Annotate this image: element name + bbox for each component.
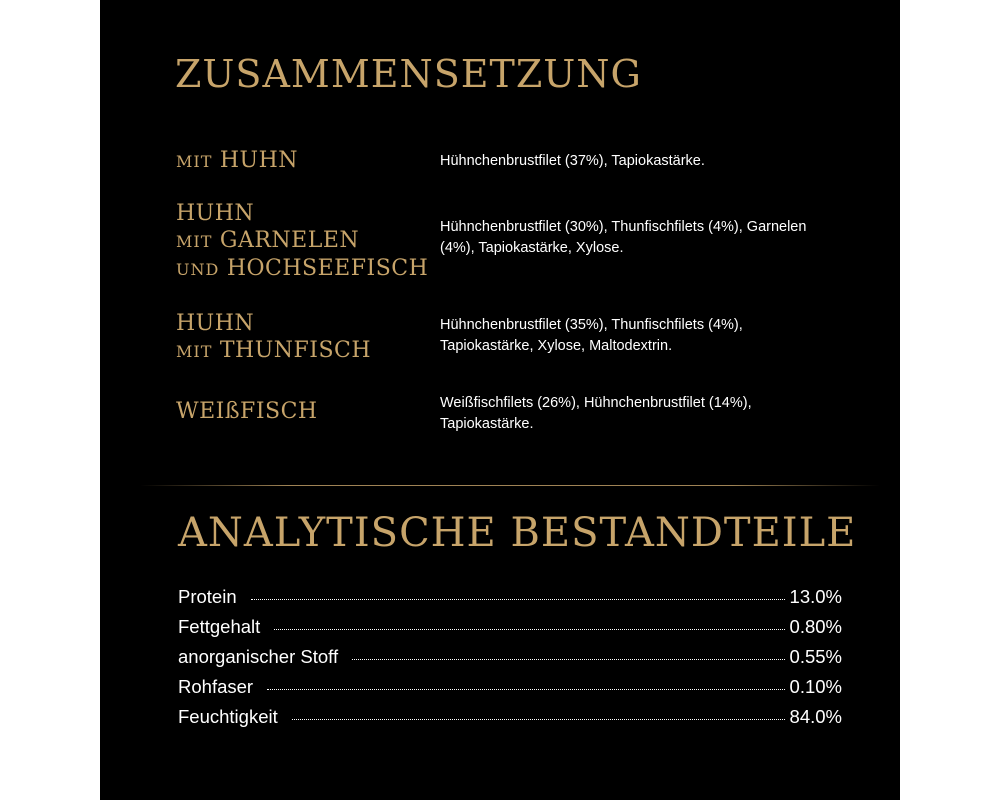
analysis-row: [178, 616, 842, 646]
composition-item-description: Hühnchenbrustfilet (35%), Thunfischfilets (4%), Tapiokastärke, Xylose, Maltodextrin.: [440, 317, 743, 354]
composition-item-name: [176, 398, 436, 425]
analysis-value: 0.80%: [789, 616, 842, 637]
analysis-value: 13.0%: [789, 586, 842, 607]
section-divider: [140, 485, 880, 486]
name-main: HUHN: [176, 201, 255, 226]
name-main: THUNFISCH: [219, 338, 372, 363]
analysis-title: ANALYTISCHE BESTANDTEILE: [178, 510, 857, 556]
name-main: GARNELEN: [219, 228, 360, 253]
analysis-value: 84.0%: [789, 706, 842, 727]
name-prefix: MIT: [176, 152, 213, 171]
name-prefix: MIT: [176, 232, 213, 251]
name-prefix: MIT: [176, 342, 213, 361]
analysis-label: Protein: [178, 586, 237, 607]
name-main: WEIßFISCH: [176, 399, 318, 424]
analysis-label: Rohfaser: [178, 676, 254, 697]
dot-leader: [274, 628, 784, 630]
analysis-row: [178, 706, 842, 736]
analysis-table: [178, 586, 842, 736]
dot-leader: [267, 688, 784, 690]
product-info-panel: [100, 0, 900, 800]
analysis-label: anorganischer Stoff: [178, 646, 339, 667]
composition-item-name: [176, 147, 436, 175]
dot-leader: [251, 598, 785, 600]
name-main: HUHN: [176, 311, 255, 336]
analysis-row: [178, 676, 842, 706]
name-main: HUHN: [219, 148, 299, 173]
analysis-value: 0.10%: [789, 676, 842, 697]
composition-title: ZUSAMMENSETZUNG: [175, 52, 642, 96]
composition-item-name: [176, 200, 436, 283]
analysis-value: 0.55%: [789, 646, 842, 667]
dot-leader: [352, 658, 784, 660]
composition-item-description: Hühnchenbrustfilet (37%), Tapiokastärke.: [440, 153, 705, 169]
analysis-row: [178, 586, 842, 616]
analysis-label: Feuchtigkeit: [178, 706, 278, 727]
analysis-row: [178, 646, 842, 676]
composition-item-description: Weißfischfilets (26%), Hühnchenbrustfilet (14%), Tapiokastärke.: [440, 395, 752, 432]
analysis-label: Fettgehalt: [178, 616, 261, 637]
composition-item-name: [176, 310, 436, 365]
name-prefix: UND: [176, 260, 220, 279]
name-main: HOCHSEEFISCH: [226, 256, 429, 281]
dot-leader: [292, 718, 785, 720]
composition-item-description: Hühnchenbrustfilet (30%), Thunfischfilets (4%), Garnelen (4%), Tapiokastärke, Xylose.: [440, 219, 807, 256]
